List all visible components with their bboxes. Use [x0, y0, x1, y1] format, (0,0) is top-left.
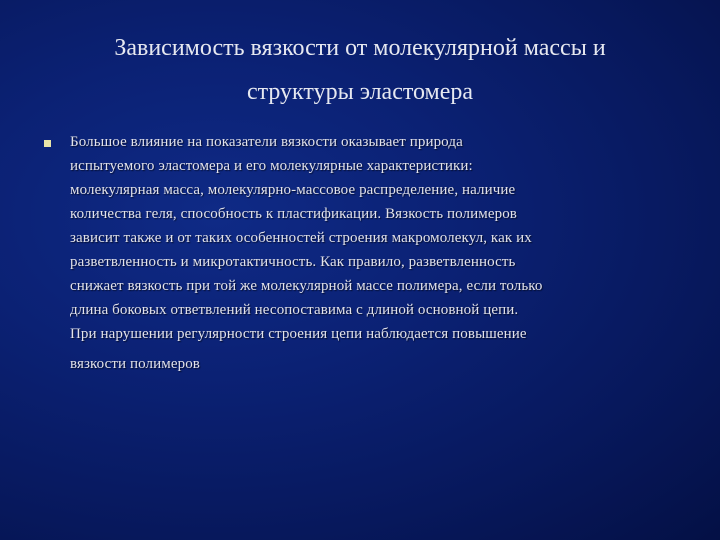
bullet-line: молекулярная масса, молекулярно-массовое распределение, наличие	[70, 182, 516, 198]
square-bullet-icon	[44, 140, 51, 147]
bullet-line: испытуемого эластомера и его молекулярные характеристики:	[70, 158, 473, 174]
bullet-line: Большое влияние на показатели вязкости оказывает природа	[70, 134, 463, 150]
bullet-line: количества геля, способность к пластификации. Вязкость полимеров	[70, 206, 517, 222]
bullet-line: вязкости полимеров	[70, 356, 200, 372]
bullet-line: снижает вязкость при той же молекулярной массе полимера, если только	[70, 278, 543, 294]
bullet-item	[40, 130, 690, 376]
bullet-line: При нарушении регулярности строения цепи наблюдается повышение	[70, 326, 527, 342]
bullet-line: длина боковых ответвлений несопоставима с длиной основной цепи.	[70, 302, 519, 318]
slide-title-line-1: Зависимость вязкости от молекулярной массы и	[114, 35, 606, 61]
bullet-text	[70, 130, 690, 376]
bullet-line: зависит также и от таких особенностей строения макромолекул, как их	[70, 230, 532, 246]
slide-title	[40, 26, 680, 114]
bullet-line: разветвленность и микротактичность. Как правило, разветвленность	[70, 254, 516, 270]
slide-title-line-2: структуры эластомера	[246, 79, 474, 105]
bullet-list	[40, 130, 690, 376]
